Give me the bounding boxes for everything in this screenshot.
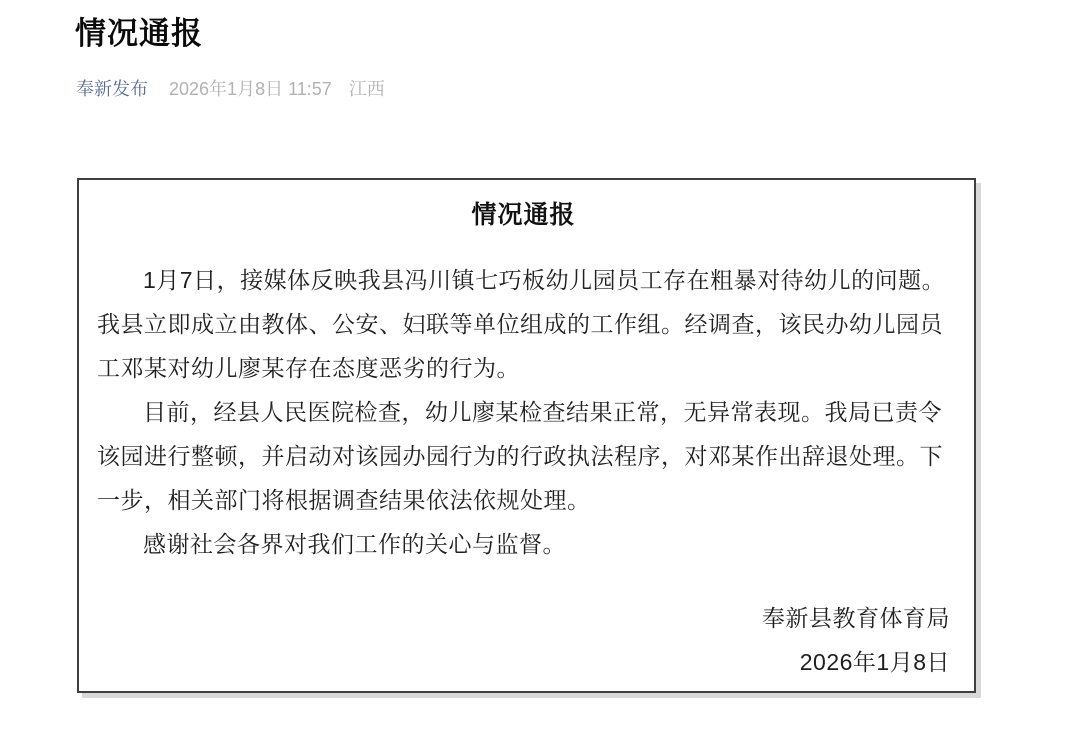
notice-body (97, 258, 950, 566)
notice-paragraph-3: 感谢社会各界对我们工作的关心与监督。 (143, 531, 566, 557)
notice-date: 2026年1月8日 (799, 649, 950, 675)
notice-title: 情况通报 (471, 201, 576, 229)
source-account-link[interactable]: 奉新发布 (76, 79, 148, 99)
notice-paragraph-2: 目前，经县人民医院检查，幼儿廖某检查结果正常，无异常表现。我局已责令该园进行整顿，并启动对该园办园行为的行政执法程序，对邓某作出辞退处理。下一步，相关部门将根据调查结果依法依规处理。 (97, 399, 943, 513)
publish-datetime: 2026年1月8日 11:57 (169, 79, 332, 99)
notice-image[interactable] (77, 178, 976, 693)
page-title: 情况通报 (75, 16, 203, 51)
publish-region: 江西 (348, 79, 385, 99)
article-meta (76, 76, 385, 102)
notice-paragraph-1: 1月7日，接媒体反映我县冯川镇七巧板幼儿园员工存在粗暴对待幼儿的问题。我县立即成立由教体、公安、妇联等单位组成的工作组。经调查，该民办幼儿园员工邓某对幼儿廖某存在态度恶劣的行为。 (97, 267, 946, 381)
notice-signature: 奉新县教育体育局 (762, 605, 950, 631)
